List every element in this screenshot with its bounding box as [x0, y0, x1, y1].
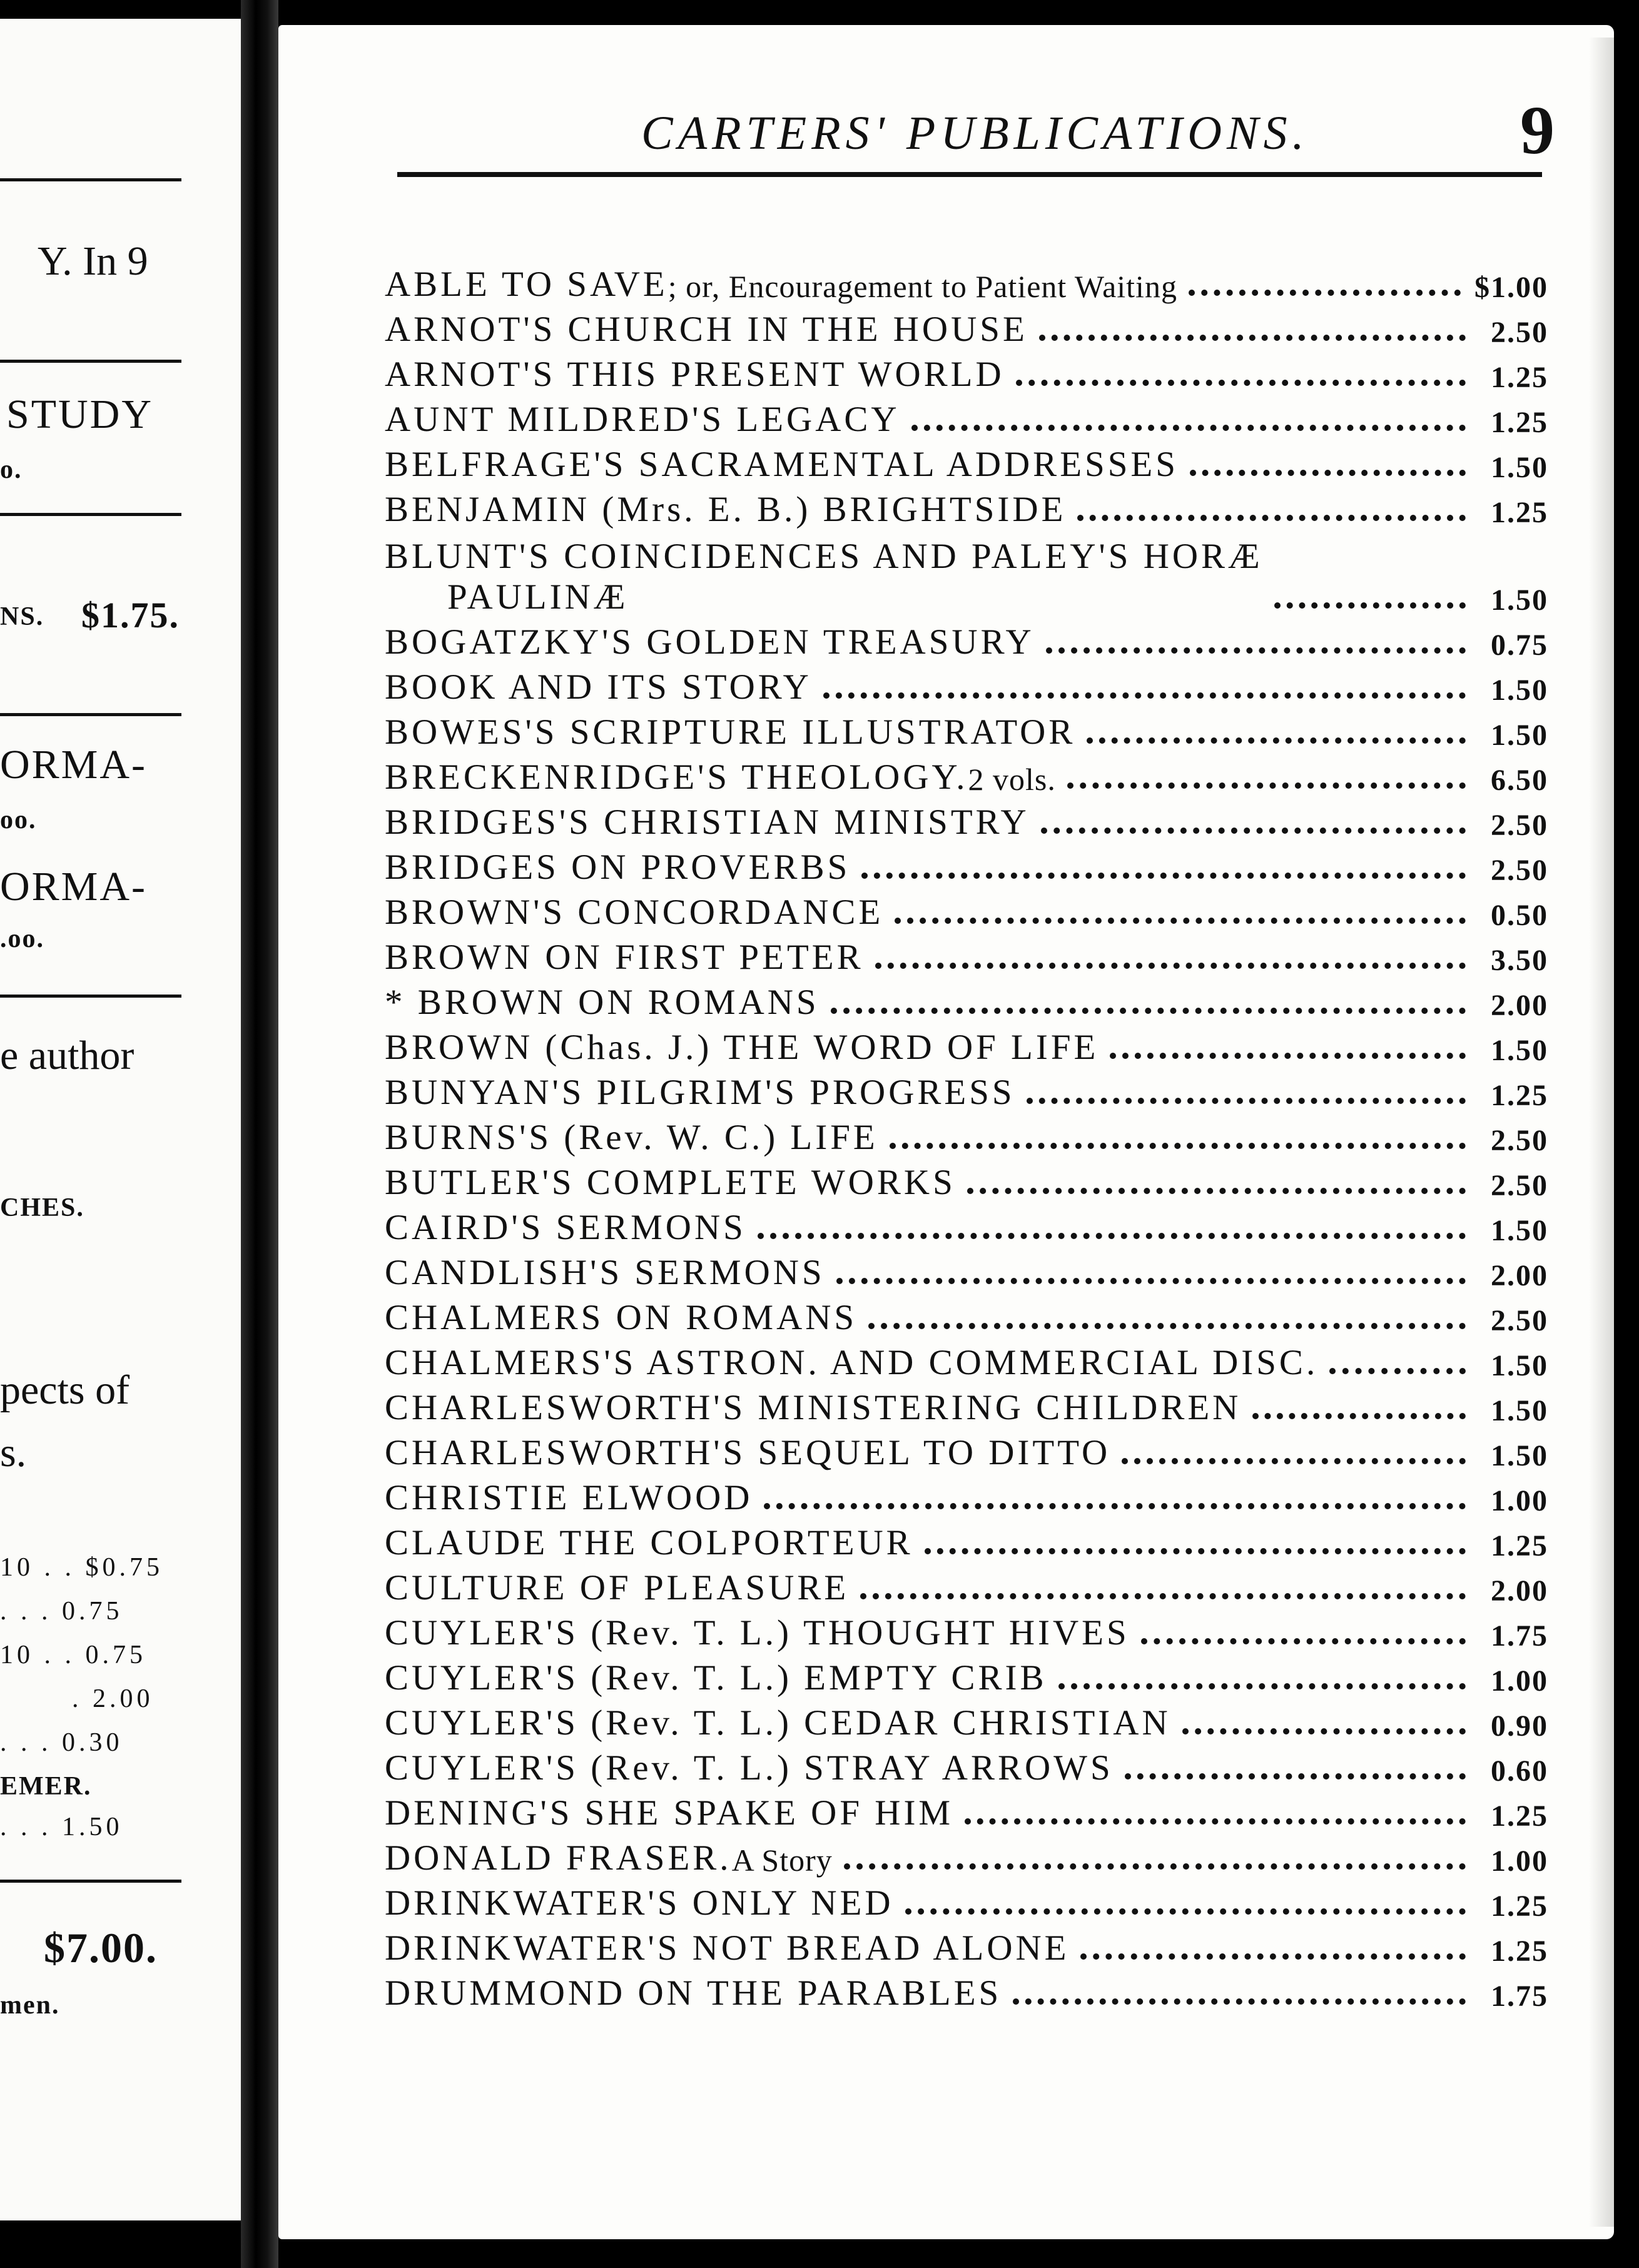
- dot-leader: [1080, 1953, 1466, 1960]
- catalog-entry: [385, 1428, 1548, 1473]
- dot-leader: [965, 1818, 1466, 1825]
- entry-price: 1.25: [1491, 1890, 1548, 1923]
- dot-leader: [1190, 470, 1466, 476]
- dot-leader: [868, 1323, 1466, 1329]
- book-gutter: [241, 0, 278, 2268]
- entry-price: 1.50: [1491, 1349, 1548, 1382]
- entry-price: 0.60: [1491, 1754, 1548, 1788]
- dot-leader: [911, 425, 1466, 431]
- catalog-entry: [385, 707, 1548, 752]
- divider-rule: [0, 513, 181, 516]
- entry-title: CAIRD'S SERMONS: [385, 1208, 746, 1247]
- dot-leader: [1252, 1413, 1466, 1419]
- entry-price: 1.25: [1491, 361, 1548, 394]
- text-fragment: pects of: [0, 1367, 130, 1413]
- dot-leader: [844, 1863, 1466, 1870]
- catalog-entry: [385, 1068, 1548, 1113]
- entry-price: 6.50: [1491, 764, 1548, 797]
- entry-price: $1.00: [1474, 271, 1548, 304]
- catalog-entry: [385, 1518, 1548, 1563]
- entry-price: 2.50: [1491, 316, 1548, 349]
- entry-title: BOOK AND ITS STORY: [385, 667, 812, 707]
- divider-rule: [0, 1880, 181, 1883]
- entry-title: DRUMMOND ON THE PARABLES: [385, 1973, 1002, 2013]
- entry-title: CUYLER'S (Rev. T. L.) CEDAR CHRISTIAN: [385, 1703, 1171, 1743]
- catalog-entry: [385, 1698, 1548, 1743]
- entry-price: 1.25: [1491, 1935, 1548, 1968]
- entry-price: 1.75: [1491, 1980, 1548, 2013]
- entry-price: 2.50: [1491, 1304, 1548, 1337]
- text-fragment: $7.00.: [44, 1924, 158, 1972]
- entry-title: BOWES'S SCRIPTURE ILLUSTRATOR: [385, 712, 1076, 752]
- catalog-entry: [385, 662, 1548, 707]
- dot-leader: [861, 873, 1466, 879]
- catalog-entry: [385, 797, 1548, 843]
- text-fragment: ORMA-: [0, 864, 148, 909]
- dot-leader: [1141, 1638, 1466, 1644]
- dot-leader: [967, 1188, 1466, 1194]
- entry-title: BRIDGES'S CHRISTIAN MINISTRY: [385, 802, 1030, 842]
- dot-leader: [1189, 290, 1461, 296]
- entry-price: 2.50: [1491, 854, 1548, 887]
- dot-leader: [1027, 1098, 1466, 1104]
- dot-leader: [905, 1908, 1466, 1915]
- text-fragment: ORMA-: [0, 742, 148, 787]
- entry-title-continued: PAULINÆ: [447, 577, 629, 617]
- catalog-entry: [385, 1293, 1548, 1338]
- catalog-entry: [385, 1833, 1548, 1878]
- entry-title: BROWN'S CONCORDANCE: [385, 893, 884, 932]
- catalog-page: [278, 25, 1614, 2239]
- entry-price: 1.50: [1491, 719, 1548, 752]
- catalog-entry: [385, 1608, 1548, 1653]
- text-fragment: s.: [0, 1430, 27, 1476]
- catalog-entry: [385, 1248, 1548, 1293]
- entry-title: CUYLER'S (Rev. T. L.) STRAY ARROWS: [385, 1748, 1114, 1788]
- dot-leader: [875, 963, 1466, 969]
- entry-title: CHARLESWORTH'S MINISTERING CHILDREN: [385, 1388, 1242, 1427]
- entry-title: BENJAMIN (Mrs. E. B.) BRIGHTSIDE: [385, 490, 1067, 529]
- catalog-entry: [385, 1473, 1548, 1518]
- dot-leader: [1125, 1773, 1466, 1779]
- catalog-entry: [385, 752, 1548, 797]
- divider-rule: [0, 713, 181, 716]
- dot-leader: [1016, 380, 1466, 386]
- running-header: CARTERS' PUBLICATIONS.: [641, 107, 1309, 159]
- entry-title: CUYLER'S (Rev. T. L.) THOUGHT HIVES: [385, 1613, 1130, 1653]
- catalog-entry: [385, 1788, 1548, 1833]
- text-fragment: oo.: [0, 806, 37, 834]
- text-fragment: .oo.: [0, 924, 44, 953]
- entry-price: 1.25: [1491, 406, 1548, 439]
- catalog-entry: [385, 440, 1548, 485]
- entry-title: BLUNT'S COINCIDENCES AND PALEY'S HORÆ: [385, 537, 1263, 576]
- catalog-entry: [385, 1923, 1548, 1968]
- dot-leader: [1058, 1683, 1466, 1689]
- catalog-entry: [385, 1338, 1548, 1383]
- text-fragment: Y. In 9: [38, 238, 148, 284]
- entry-title: BRECKENRIDGE'S THEOLOGY.: [385, 757, 968, 797]
- dot-leader: [1274, 602, 1466, 609]
- dot-leader: [764, 1503, 1466, 1509]
- entry-price: 2.00: [1491, 1574, 1548, 1607]
- entry-price: 0.75: [1491, 629, 1548, 662]
- entry-title: CHALMERS ON ROMANS: [385, 1298, 858, 1337]
- text-fragment: 10 . . $0.75: [0, 1553, 163, 1582]
- entry-title: * BROWN ON ROMANS: [385, 983, 820, 1022]
- entry-price: 1.00: [1491, 1484, 1548, 1517]
- text-fragment: $1.75.: [81, 595, 180, 635]
- entry-title: CHARLESWORTH'S SEQUEL TO DITTO: [385, 1433, 1111, 1472]
- entry-price: 2.50: [1491, 1124, 1548, 1157]
- text-fragment: CHES.: [0, 1193, 84, 1222]
- dot-leader: [1110, 1053, 1466, 1059]
- catalog-entry: [385, 1968, 1548, 2013]
- page-edge-shadow: [1589, 38, 1614, 2227]
- catalog-entries: [385, 260, 1548, 2013]
- catalog-entry: [385, 933, 1548, 978]
- entry-price: 1.25: [1491, 1529, 1548, 1562]
- catalog-entry: [385, 485, 1548, 530]
- dot-leader: [860, 1593, 1466, 1599]
- dot-leader: [890, 1143, 1466, 1149]
- entry-price: 1.00: [1491, 1664, 1548, 1698]
- dot-leader: [831, 1008, 1466, 1014]
- entry-title: CULTURE OF PLEASURE: [385, 1568, 850, 1607]
- entry-price: 1.50: [1491, 1034, 1548, 1067]
- text-fragment: o.: [0, 455, 23, 484]
- text-fragment: . 2.00: [72, 1684, 154, 1713]
- text-fragment: . . . 0.30: [0, 1728, 123, 1757]
- catalog-entry: [385, 1203, 1548, 1248]
- entry-title: ARNOT'S CHURCH IN THE HOUSE: [385, 310, 1028, 349]
- catalog-entry: [385, 305, 1548, 350]
- dot-leader: [1077, 515, 1466, 521]
- dot-leader: [836, 1278, 1466, 1284]
- catalog-entry: [385, 350, 1548, 395]
- entry-price: 2.50: [1491, 1169, 1548, 1202]
- dot-leader: [1122, 1458, 1466, 1464]
- dot-leader: [1182, 1728, 1466, 1734]
- entry-price: 2.00: [1491, 1259, 1548, 1292]
- entry-price: 1.50: [1491, 1214, 1548, 1247]
- dot-leader: [1013, 1998, 1466, 2005]
- entry-subtitle: ; or, Encouragement to Patient Waiting: [667, 269, 1177, 304]
- dot-leader: [1041, 828, 1466, 834]
- dot-leader: [1046, 647, 1466, 654]
- text-fragment: men.: [0, 1991, 60, 2020]
- catalog-entry: [385, 978, 1548, 1023]
- entry-title: DONALD FRASER.: [385, 1838, 732, 1878]
- entry-title: BELFRAGE'S SACRAMENTAL ADDRESSES: [385, 445, 1179, 484]
- entry-title: DRINKWATER'S ONLY NED: [385, 1883, 894, 1923]
- dot-leader: [1067, 782, 1466, 789]
- catalog-entry: [385, 617, 1548, 662]
- entry-title: BROWN (Chas. J.) THE WORD OF LIFE: [385, 1028, 1099, 1067]
- entry-price: 1.25: [1491, 496, 1548, 529]
- entry-title: BROWN ON FIRST PETER: [385, 938, 864, 977]
- entry-title-block: [385, 536, 1263, 617]
- entry-price: 1.75: [1491, 1619, 1548, 1653]
- page-number: 9: [1520, 92, 1555, 168]
- dot-leader: [1087, 737, 1466, 744]
- entry-title: BUNYAN'S PILGRIM'S PROGRESS: [385, 1073, 1015, 1112]
- entry-title: CANDLISH'S SERMONS: [385, 1253, 825, 1292]
- entry-title: ABLE TO SAVE: [385, 265, 668, 304]
- divider-rule: [0, 178, 181, 181]
- text-fragment: e author: [0, 1033, 134, 1078]
- catalog-entry: [385, 1563, 1548, 1608]
- entry-price: 0.50: [1491, 899, 1548, 932]
- entry-title: CHALMERS'S ASTRON. AND COMMERCIAL DISC.: [385, 1343, 1319, 1382]
- catalog-entry: [385, 530, 1548, 617]
- catalog-entry: [385, 843, 1548, 888]
- catalog-entry: [385, 1158, 1548, 1203]
- entry-title: CHRISTIE ELWOOD: [385, 1478, 753, 1517]
- entry-title: CUYLER'S (Rev. T. L.) EMPTY CRIB: [385, 1658, 1047, 1698]
- entry-price: 2.50: [1491, 809, 1548, 842]
- divider-rule: [0, 360, 181, 363]
- text-fragment: 10 . . 0.75: [0, 1641, 146, 1669]
- entry-price: 2.00: [1491, 989, 1548, 1022]
- entry-price: 1.00: [1491, 1845, 1548, 1878]
- header-rule: [397, 172, 1542, 177]
- catalog-entry: [385, 395, 1548, 440]
- entry-price: 1.50: [1491, 584, 1548, 617]
- text-fragment: NS.: [0, 602, 44, 631]
- divider-rule: [0, 995, 181, 998]
- entry-title: BURNS'S (Rev. W. C.) LIFE: [385, 1118, 878, 1157]
- entry-price: 3.50: [1491, 944, 1548, 977]
- entry-title: CLAUDE THE COLPORTEUR: [385, 1523, 913, 1562]
- text-fragment: . . . 1.50: [0, 1813, 123, 1841]
- text-fragment: STUDY: [6, 392, 154, 437]
- entry-title: BRIDGES ON PROVERBS: [385, 848, 851, 887]
- dot-leader: [1329, 1368, 1466, 1374]
- previous-page-fragment: [0, 19, 241, 2220]
- catalog-entry: [385, 1113, 1548, 1158]
- dot-leader: [1039, 335, 1466, 341]
- text-fragment: . . . 0.75: [0, 1597, 123, 1626]
- entry-title: DENING'S SHE SPAKE OF HIM: [385, 1793, 954, 1833]
- entry-title: BUTLER'S COMPLETE WORKS: [385, 1163, 956, 1202]
- entry-price: 1.25: [1491, 1079, 1548, 1112]
- entry-price: 1.50: [1491, 1439, 1548, 1472]
- catalog-entry: [385, 1023, 1548, 1068]
- entry-title: ARNOT'S THIS PRESENT WORLD: [385, 355, 1005, 394]
- dot-leader: [823, 692, 1466, 699]
- entry-subtitle: 2 vols.: [968, 762, 1056, 797]
- text-fragment: EMER.: [0, 1772, 92, 1801]
- catalog-entry: [385, 1383, 1548, 1428]
- catalog-entry: [385, 1878, 1548, 1923]
- entry-price: 1.50: [1491, 1394, 1548, 1427]
- entry-title: DRINKWATER'S NOT BREAD ALONE: [385, 1928, 1070, 1968]
- catalog-entry: [385, 260, 1548, 305]
- entry-price: 1.50: [1491, 674, 1548, 707]
- entry-price: 1.50: [1491, 451, 1548, 484]
- entry-title: AUNT MILDRED'S LEGACY: [385, 400, 900, 439]
- entry-price: 1.25: [1491, 1800, 1548, 1833]
- entry-title: BOGATZKY'S GOLDEN TREASURY: [385, 622, 1035, 662]
- dot-leader: [925, 1548, 1466, 1554]
- dot-leader: [758, 1233, 1466, 1239]
- entry-subtitle: A Story: [731, 1843, 833, 1878]
- dot-leader: [895, 918, 1466, 924]
- entry-price: 0.90: [1491, 1709, 1548, 1743]
- catalog-entry: [385, 1653, 1548, 1698]
- catalog-entry: [385, 888, 1548, 933]
- catalog-entry: [385, 1743, 1548, 1788]
